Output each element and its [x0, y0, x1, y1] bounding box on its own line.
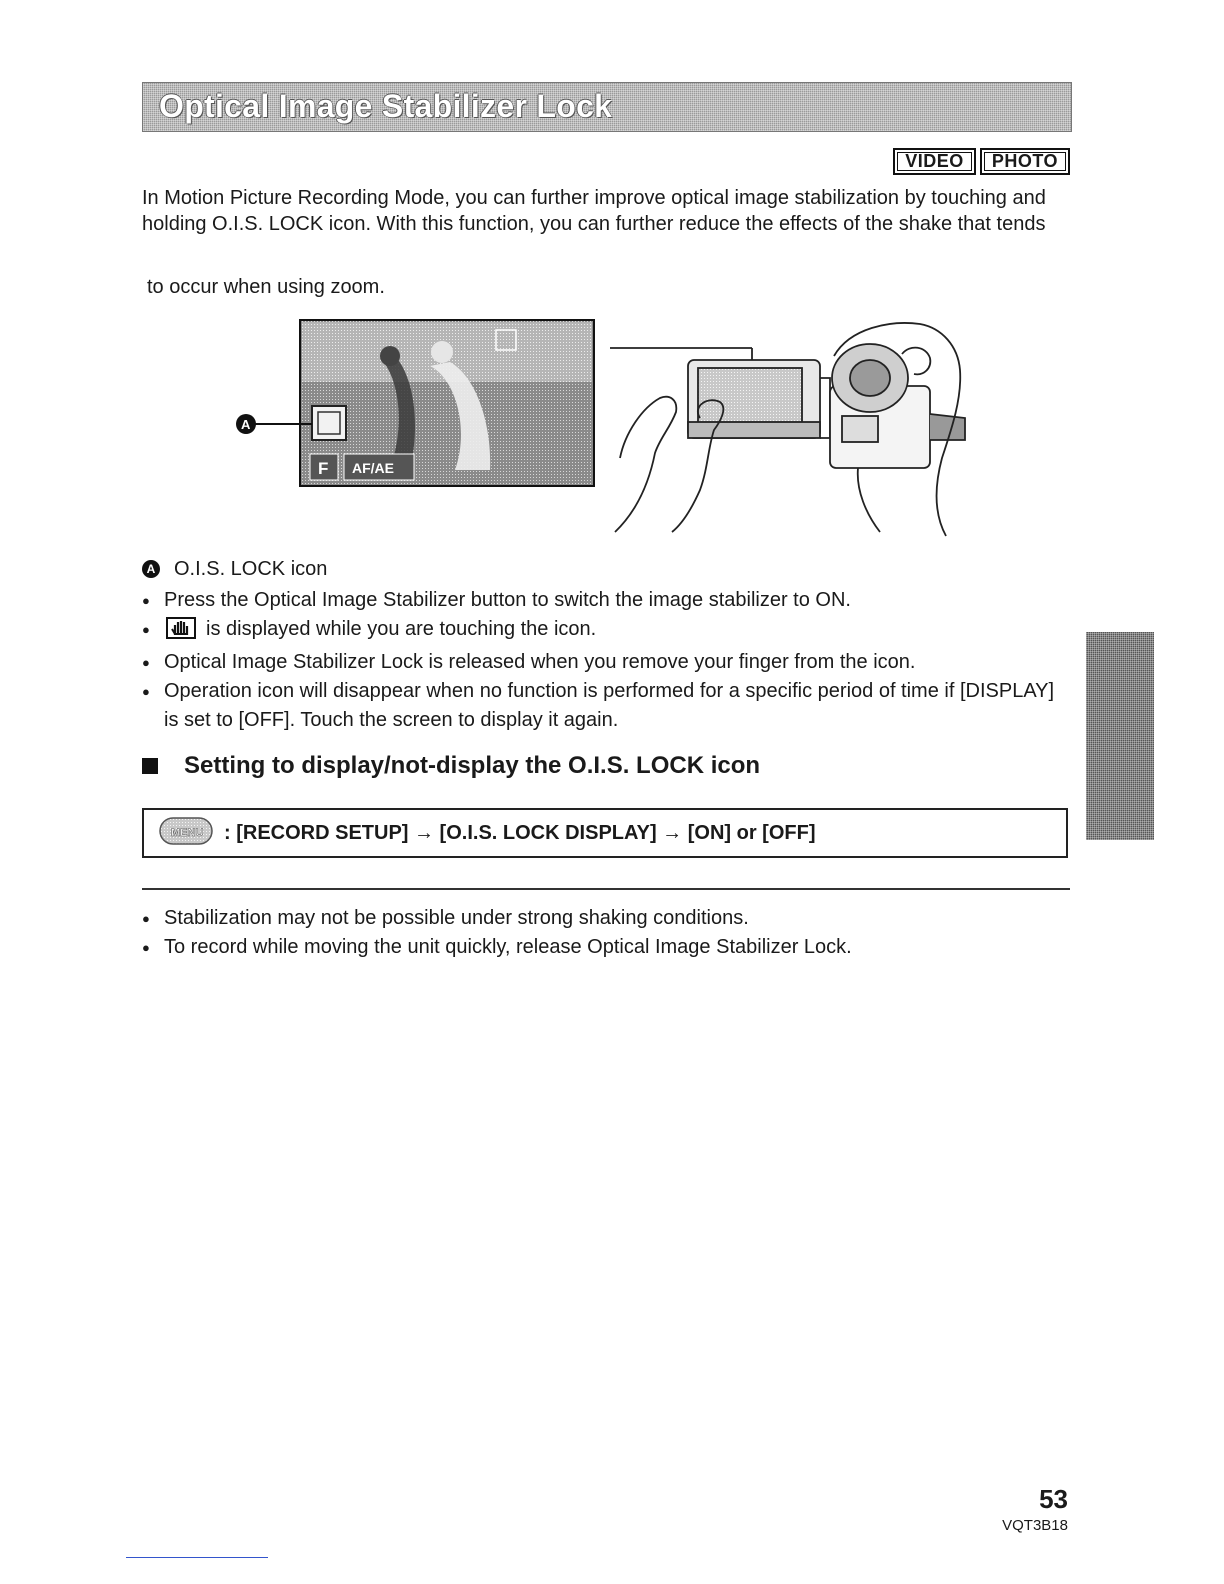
list-item: ● Press the Optical Image Stabilizer button to switch the image stabilizer to ON. [142, 586, 1072, 615]
legend-item-a [142, 556, 327, 582]
intro-paragraph-continued: to occur when using zoom. [147, 276, 385, 298]
legend-a-marker: A [142, 560, 160, 578]
intro-paragraph: In Motion Picture Recording Mode, you can further improve optical image stabilization by touching and holding O.I.S. LOCK icon. With this function, you can further reduce the effects of the shake that tends [142, 187, 1046, 235]
menu-instruction-box [142, 808, 1068, 858]
footer-rule [126, 1557, 268, 1558]
section-square-icon [142, 758, 158, 774]
menu-icon-label: MENU [171, 826, 204, 839]
screen-label-f: F [318, 459, 329, 478]
notes-list [142, 904, 1072, 962]
section-heading [142, 752, 760, 780]
list-item: ● Stabilization may not be possible under strong shaking conditions. [142, 904, 1072, 933]
divider [142, 888, 1070, 890]
document-code: VQT3B18 [1002, 1517, 1068, 1534]
page-number: 53 [1039, 1484, 1068, 1514]
title-banner [142, 82, 1072, 132]
camcorder-drawing [610, 323, 965, 536]
list-item: ● is displayed while you are touching the icon. [142, 615, 1072, 648]
lcd-screen-image [300, 320, 594, 486]
illustration [230, 318, 990, 544]
video-mode-badge: VIDEO [893, 148, 976, 175]
list-item: ● To record while moving the unit quickly, release Optical Image Stabilizer Lock. [142, 933, 1072, 962]
menu-path-text: : [RECORD SETUP] → [O.I.S. LOCK DISPLAY] → [ON] or [OFF] [224, 821, 816, 844]
photo-mode-badge: PHOTO [980, 148, 1070, 175]
illustration-svg [230, 318, 990, 544]
page-title: Optical Image Stabilizer Lock [159, 88, 613, 124]
mode-badges [893, 148, 1070, 175]
legend-a-text: O.I.S. LOCK icon [174, 558, 328, 580]
section-heading-text: Setting to display/not-display the O.I.S. LOCK icon [184, 752, 761, 779]
menu-button-icon [158, 816, 214, 851]
screen-label-afae: AF/AE [352, 460, 394, 476]
list-item: ● Operation icon will disappear when no function is performed for a specific period of time if [DISPLAY] is set to [OFF]. Touch the screen to display it again. [142, 677, 1072, 735]
list-item: ● Optical Image Stabilizer Lock is released when you remove your finger from the icon. [142, 648, 1072, 677]
side-section-tab [1086, 632, 1154, 840]
bullet-list [142, 586, 1072, 735]
callout-a-letter: A [241, 417, 251, 432]
ois-lock-hand-icon [166, 617, 196, 648]
